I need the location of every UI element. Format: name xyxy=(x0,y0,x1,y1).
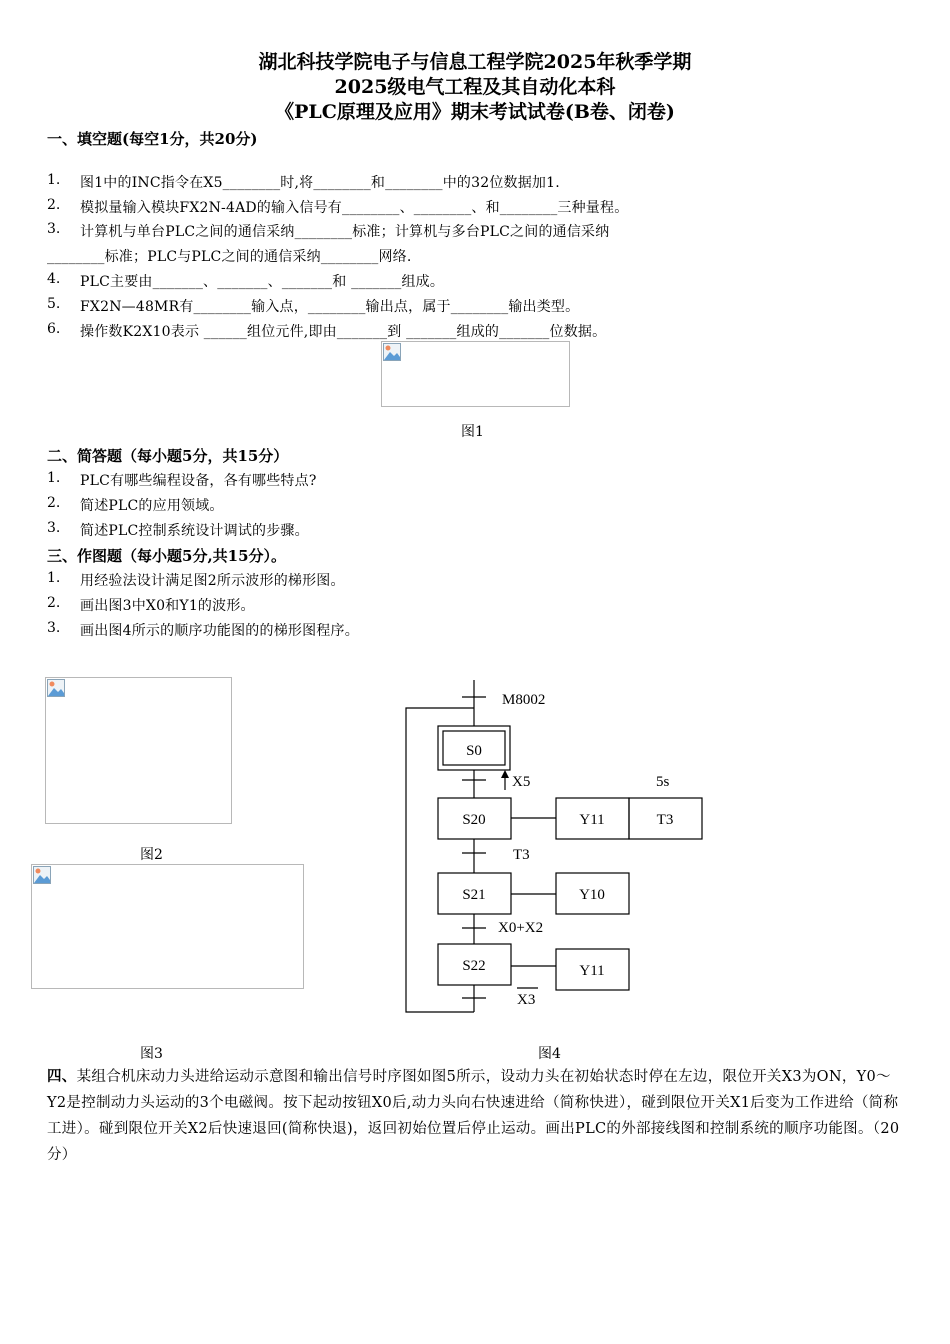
figure2-caption: 图2 xyxy=(140,847,163,863)
q2-3-number: 3. xyxy=(47,520,61,536)
q2-1-number: 1. xyxy=(47,470,61,486)
sfc-initial-label: M8002 xyxy=(502,692,546,708)
sfc-y11b-label: Y11 xyxy=(579,963,605,979)
figure1-caption: 图1 xyxy=(461,424,484,440)
q1-3-text: 计算机与单台PLC之间的通信采纳________标准；计算机与多台PLC之间的通信采纳 xyxy=(80,224,610,240)
sfc-t3-label: X0+X2 xyxy=(498,920,544,936)
q3-1-number: 1. xyxy=(47,570,61,586)
q1-6-number: 6. xyxy=(47,321,61,337)
q2-2-number: 2. xyxy=(47,495,61,511)
q1-5-number: 5. xyxy=(47,296,61,312)
exam-title-line2: 2025级电气工程及其自动化本科 xyxy=(334,76,616,98)
q3-3-number: 3. xyxy=(47,620,61,636)
section3-title: 三、作图题（每小题5分,共15分）。 xyxy=(47,547,287,565)
section4-paragraph xyxy=(47,1064,907,1168)
sfc-s22-label: S22 xyxy=(462,958,486,974)
section2-title: 二、简答题（每小题5分，共15分） xyxy=(47,447,289,465)
q1-4-text: PLC主要由_______、_______、_______和 _______组成。 xyxy=(80,274,445,290)
q2-2-text: 简述PLC的应用领域。 xyxy=(80,498,224,514)
q1-6-text: 操作数K2X10表示 ______组位元件,即由_______到 _______组成的_______位数据。 xyxy=(80,324,607,340)
exam-title-line1: 湖北科技学院电子与信息工程学院2025年秋季学期 xyxy=(258,51,692,73)
sfc-t1-label: X5 xyxy=(512,774,531,790)
figure4-caption: 图4 xyxy=(538,1046,561,1062)
q2-3-text: 简述PLC控制系统设计调试的步骤。 xyxy=(80,523,309,539)
section4-number: 四、 xyxy=(47,1068,77,1085)
q3-2-text: 画出图3中X0和Y1的波形。 xyxy=(80,598,255,614)
sfc-t3box-label: T3 xyxy=(656,812,674,828)
sfc-timer-label: 5s xyxy=(656,774,670,790)
q1-5-text: FX2N—48MR有________输入点，________输出点，属于________输出类型。 xyxy=(80,299,580,315)
exam-title-line3: 《PLC原理及应用》期末考试试卷(B卷、闭卷) xyxy=(275,101,675,123)
q1-1-text: 图1中的INC指令在X5________时,将________和________中的32位数据加1. xyxy=(80,175,560,191)
section4-text: 某组合机床动力头进给运动示意图和输出信号时序图如图5所示，设动力头在初始状态时停在左边，限位开关X3为ON，Y0～Y2是控制动力头运动的3个电磁阀。按下起动按钮X0后,动力头向右快速进给（简称快进），碰到限位开关X1后变为工作进给（简称工进）。碰到限位开关X2后快速退回(简称快退)，返回初始位置后停止运动。画出PLC的外部接线图和控制系统的顺序功能图。（20分） xyxy=(47,1069,900,1163)
sfc-s20-label: S20 xyxy=(462,812,486,828)
q1-3-text-cont: ________标准；PLC与PLC之间的通信采纳________网络. xyxy=(47,249,412,265)
q3-3-text: 画出图4所示的顺序功能图的的梯形图程序。 xyxy=(80,623,359,639)
q1-4-number: 4. xyxy=(47,271,61,287)
sfc-t2-label: T3 xyxy=(513,847,530,863)
sfc-t4-label: X3 xyxy=(517,992,536,1008)
sfc-y10-label: Y10 xyxy=(579,887,605,903)
q1-2-text: 模拟量输入模块FX2N-4AD的输入信号有________、________、和________三种量程。 xyxy=(80,200,629,216)
q3-1-text: 用经验法设计满足图2所示波形的梯形图。 xyxy=(80,573,345,589)
figure3-caption: 图3 xyxy=(140,1046,163,1062)
sfc-y11a-label: Y11 xyxy=(579,812,605,828)
q2-1-text: PLC有哪些编程设备，各有哪些特点? xyxy=(80,473,317,489)
section1-title: 一、填空题(每空1分，共20分) xyxy=(47,130,258,148)
q1-3-number: 3. xyxy=(47,221,61,237)
sfc-s21-label: S21 xyxy=(462,887,486,903)
q1-2-number: 2. xyxy=(47,197,61,213)
q1-1-number: 1. xyxy=(47,172,61,188)
sfc-s0-label: S0 xyxy=(466,743,482,759)
q3-2-number: 2. xyxy=(47,595,61,611)
